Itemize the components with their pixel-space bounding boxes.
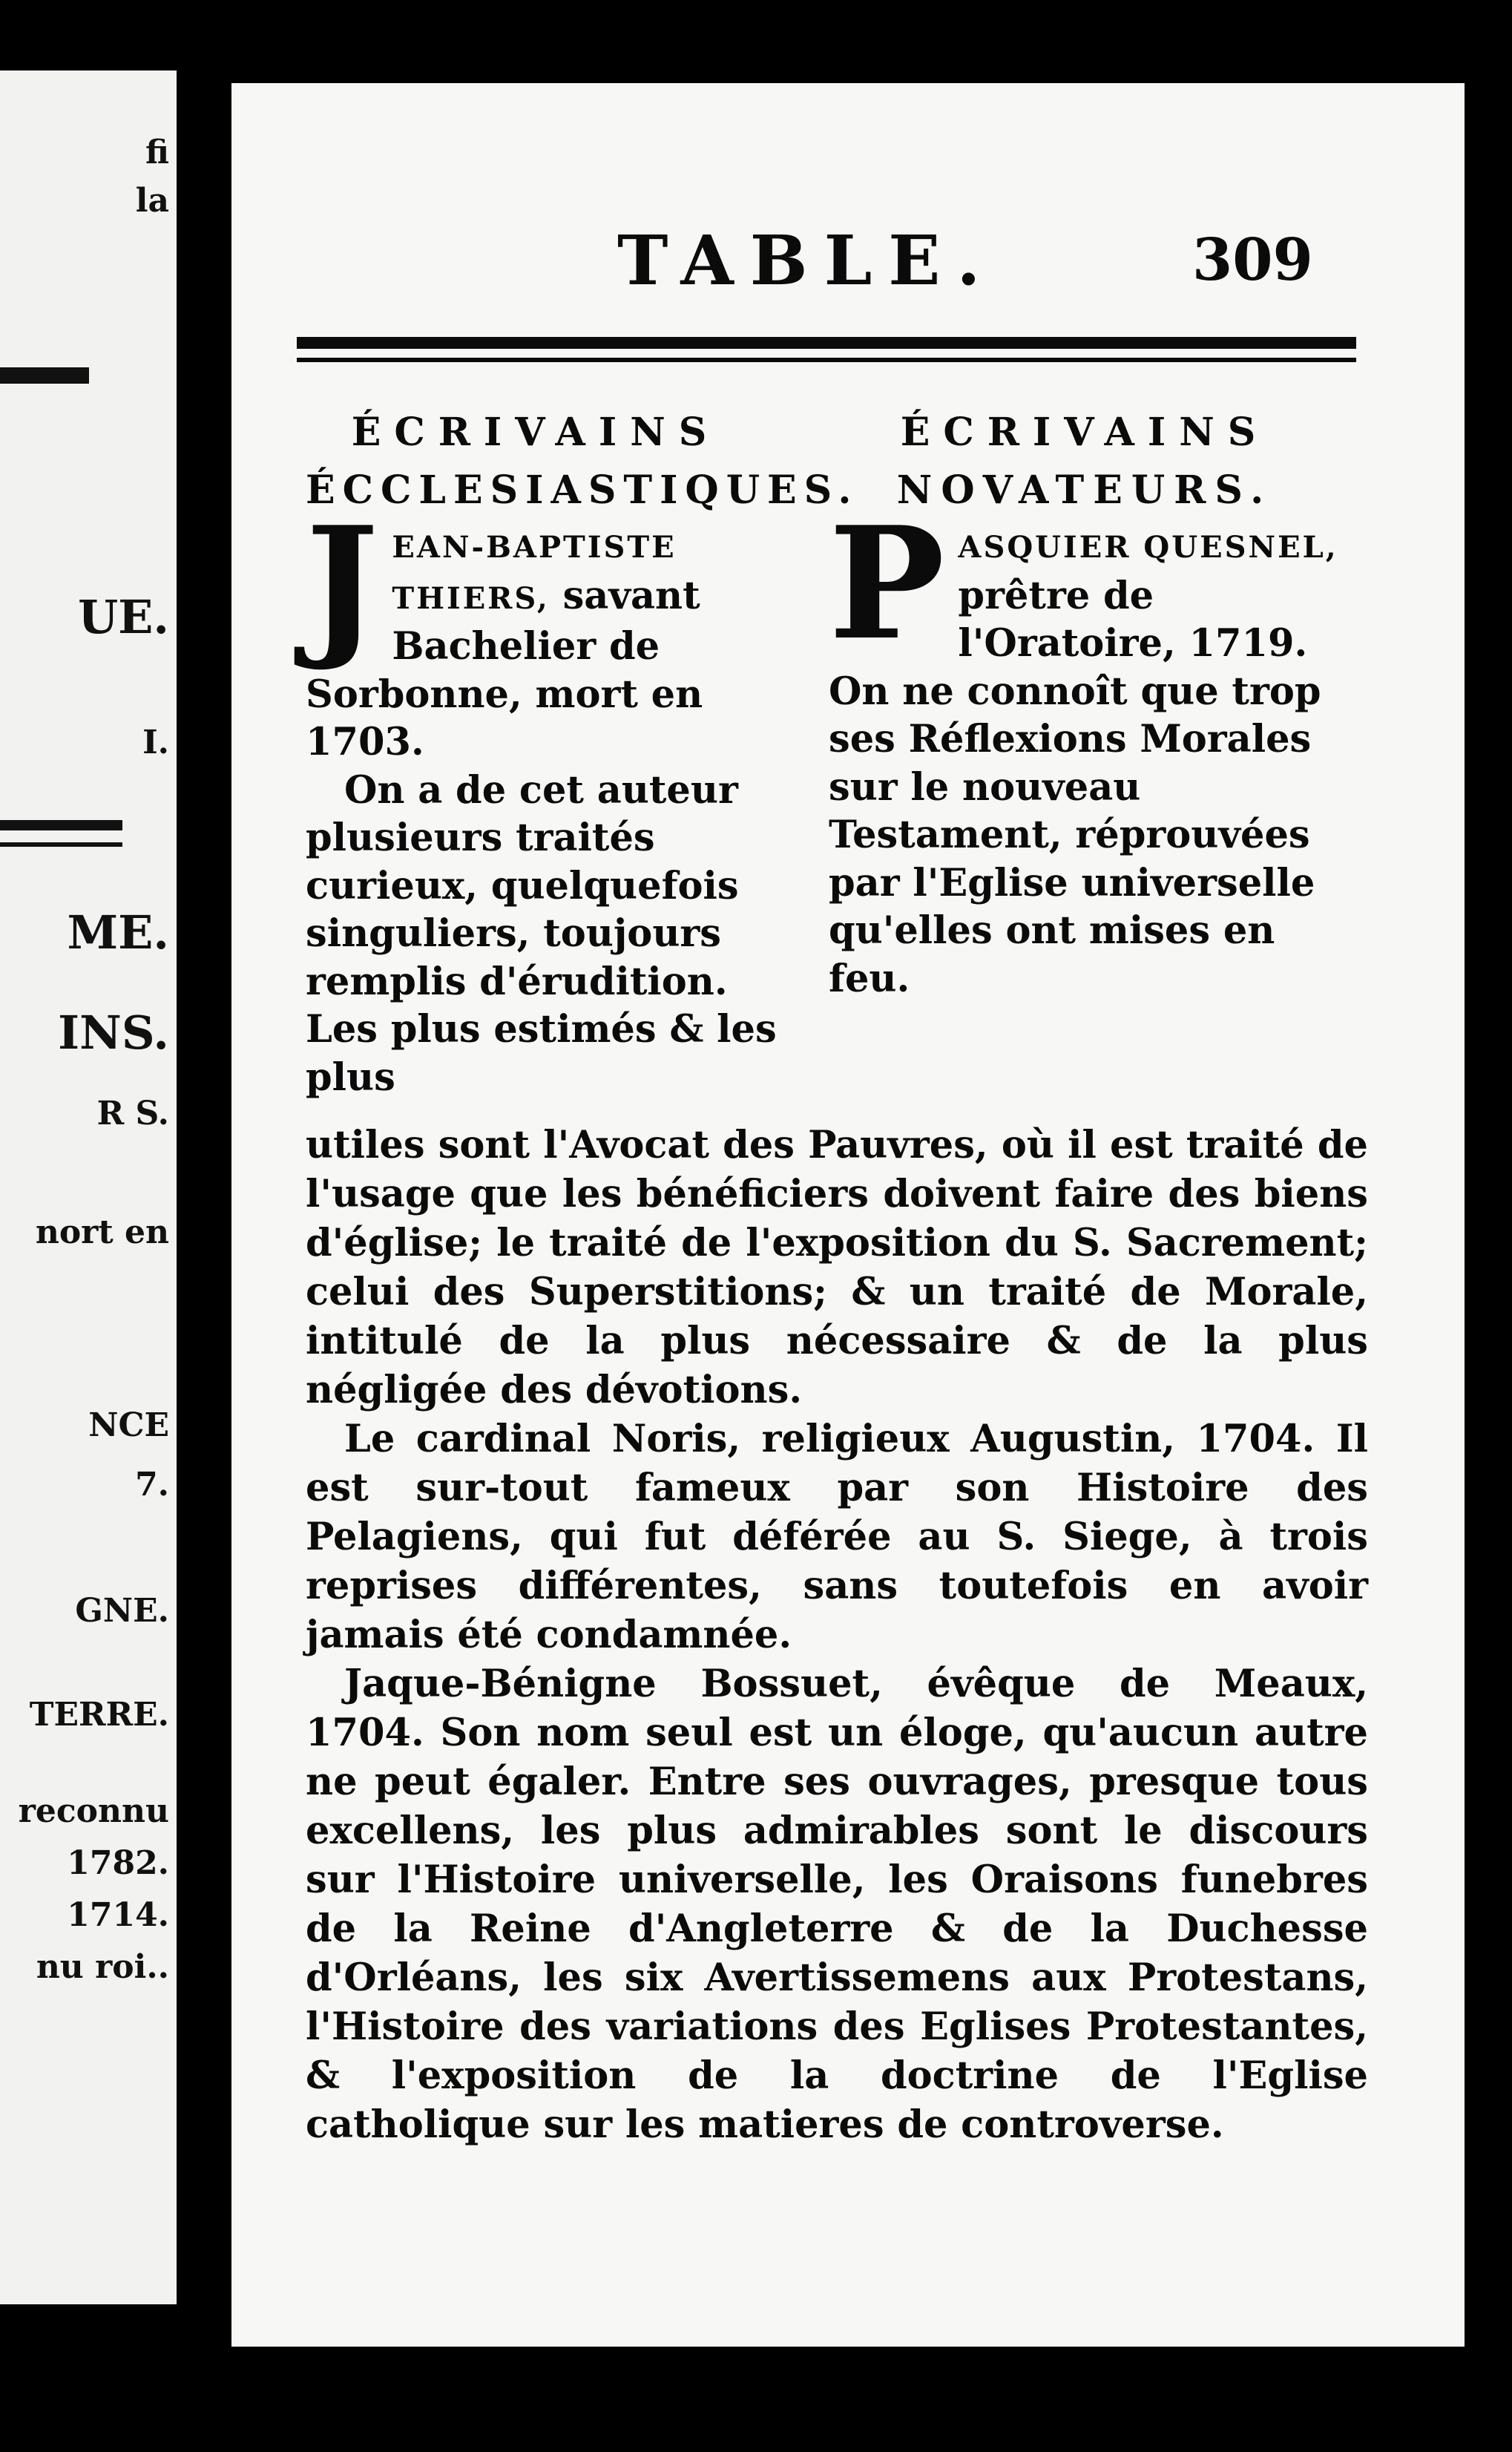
drop-cap-j: J: [306, 494, 379, 675]
left-page-fragment: GNE.: [75, 1592, 169, 1630]
entry-bossuet: Jaque-Bénigne Bossuet, évêque de Meaux, 1704. Son nom seul est un éloge, qu'aucun autre ne peut égaler. Entre ses ouvrages, presque tous excellens, les plus admirables sont le discours sur l'Histoire universelle, les Oraisons funebres de la Reine d'Angleterre & de la Duchesse d'Orléans, les six Avertissemens aux Protestans, l'Histoire des variations des Eglises Protestantes, & l'exposition de la doctrine de l'Eglise catholique sur les matieres de controverse.: [306, 1662, 1368, 2147]
entry-name-quesnel: ASQUIER QUESNEL,: [958, 530, 1338, 565]
entry-text-thiers-para2: On a de cet auteur plusieurs traités curieux, quelquefois singuliers, toujours remplis d'érudition. Les plus estimés & les plus: [306, 767, 777, 1100]
left-page-fragment: R S.: [96, 1095, 169, 1132]
left-page-fragment: UE.: [78, 590, 169, 644]
left-page-rule: [0, 367, 89, 384]
left-page-fragment: nu roi..: [36, 1948, 169, 1986]
left-page-fragment: TERRE.: [29, 1696, 169, 1734]
left-page-fragment: ME.: [67, 905, 169, 960]
left-page-rule: [0, 820, 122, 830]
left-page-fragment: fi: [145, 134, 169, 171]
left-column-entry: [306, 494, 810, 1101]
right-column-entry: [829, 494, 1367, 1003]
left-page-fragment: la: [135, 182, 169, 220]
left-page-fragment: nort en: [35, 1213, 169, 1251]
left-page-fragment: INS.: [58, 1006, 169, 1060]
full-width-text: [306, 1121, 1368, 2149]
left-heading-line1: ÉCRIVAINS: [351, 410, 720, 455]
left-page-fragment: 1782.: [67, 1844, 169, 1882]
running-title: TABLE.: [617, 220, 997, 301]
entry-text-quesnel: prêtre de l'Oratoire, 1719. On ne connoît que trop ses Réflexions Morales sur le nouveau Testament, réprouvées par l'Eglise universelle qu'elles ont mises en feu.: [829, 573, 1321, 1001]
entry-text-thiers: savant Bachelier de Sorbonne, mort en 1703.: [306, 573, 703, 764]
left-page-fragment: reconnu: [18, 1792, 169, 1830]
left-heading-line2: ÉCCLESIASTIQUES.: [306, 468, 859, 513]
left-page-fragment: 7.: [135, 1466, 169, 1504]
header-rule-thin: [297, 358, 1356, 362]
page-header: [231, 220, 1465, 309]
entry-name-thiers: EAN-BAPTISTE THIERS,: [392, 530, 677, 616]
left-page-fragment: I.: [142, 724, 169, 761]
left-page-fragment: NCE: [88, 1406, 169, 1444]
page-number: 309: [1192, 226, 1313, 294]
entry-noris: Le cardinal Noris, religieux Augustin, 1704. Il est sur-tout fameux par son Histoire des Pelagiens, qui fut déférée au S. Siege, à trois reprises différentes, sans toutefois en avoir jamais été condamnée.: [306, 1417, 1368, 1657]
continuation-thiers: utiles sont l'Avocat des Pauvres, où il est traité de l'usage que les bénéficiers doivent faire des biens d'église; le traité de l'exposition du S. Sacrement; celui des Superstitions; & un traité de Morale, intitulé de la plus nécessaire & de la plus négligée des dévotions.: [306, 1123, 1368, 1412]
left-facing-page: [0, 71, 177, 2304]
drop-cap-p: P: [829, 494, 945, 675]
right-heading-line2: NOVATEURS.: [896, 468, 1273, 513]
right-heading-line1: ÉCRIVAINS: [900, 410, 1269, 455]
header-rule-thick: [297, 337, 1356, 349]
book-page: [231, 83, 1465, 2347]
left-page-fragment: 1714.: [67, 1896, 169, 1934]
left-page-rule: [0, 842, 122, 847]
